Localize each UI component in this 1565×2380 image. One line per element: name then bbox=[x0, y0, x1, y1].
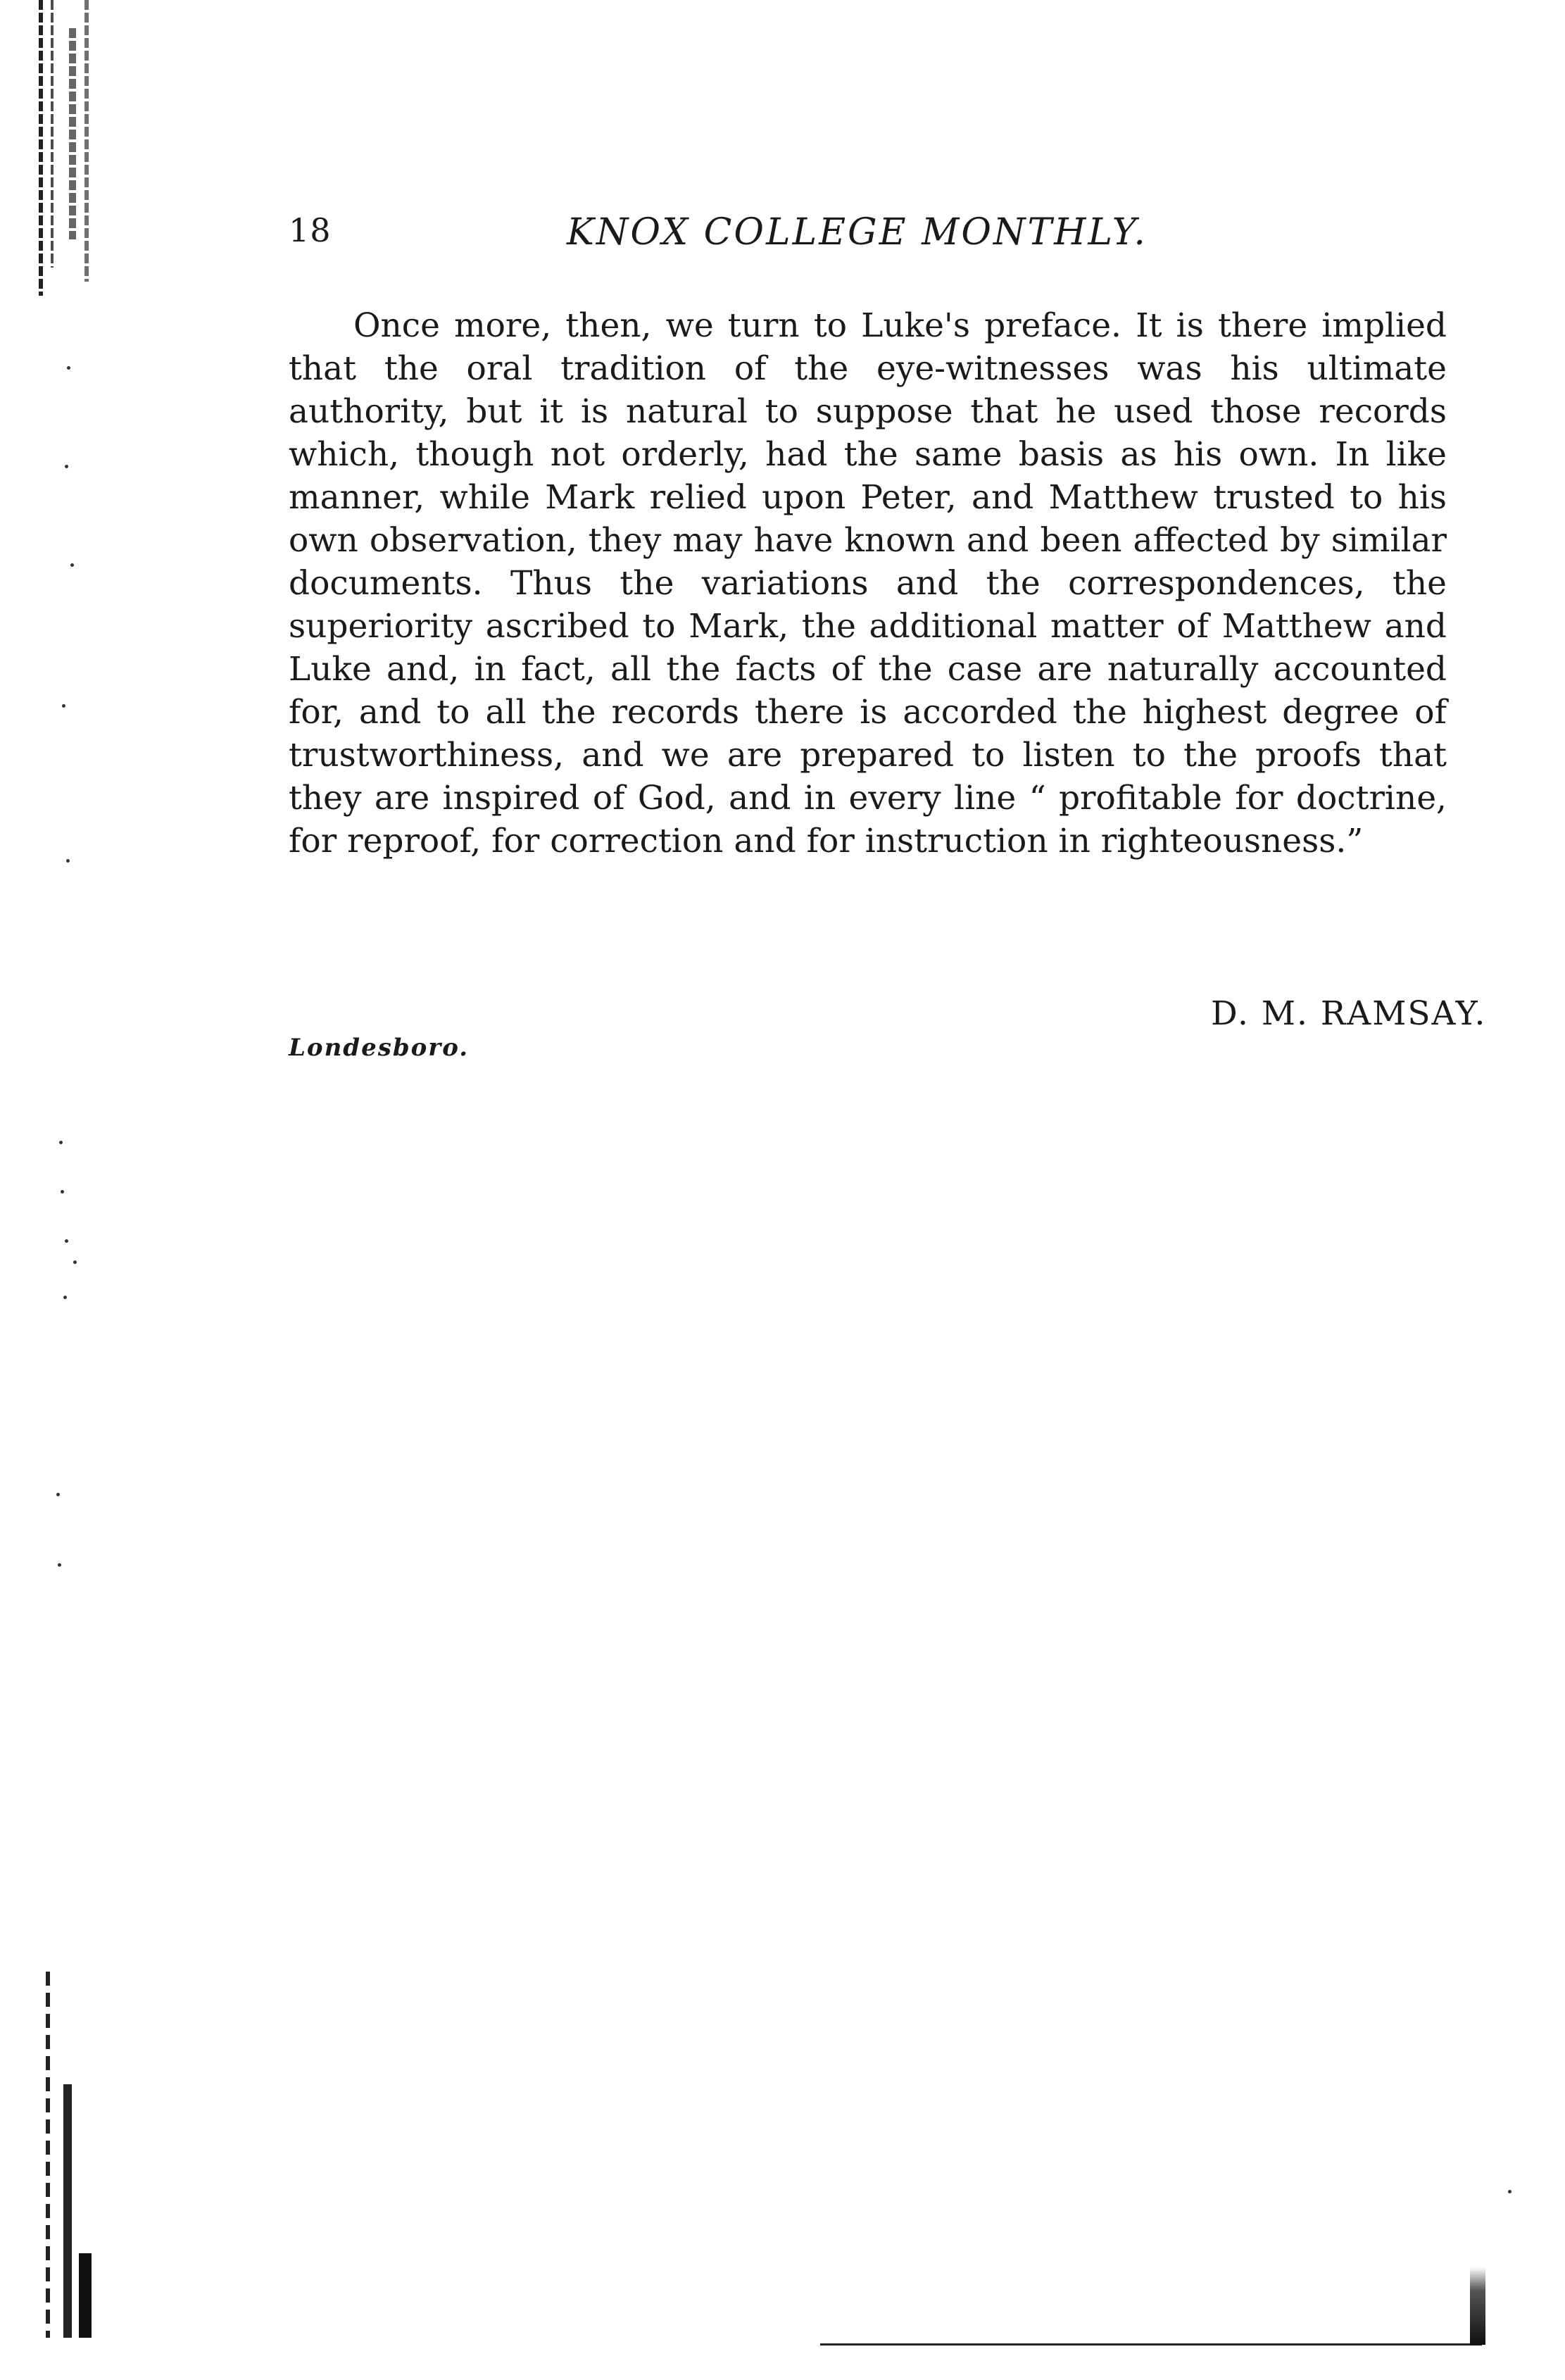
scan-speck bbox=[67, 366, 70, 370]
page-number: 18 bbox=[289, 211, 332, 249]
scan-speck bbox=[62, 704, 65, 708]
binding-edge-artifact bbox=[63, 2084, 72, 2338]
page-header bbox=[289, 211, 1485, 253]
binding-edge-artifact bbox=[69, 28, 76, 239]
scan-speck bbox=[73, 1260, 77, 1264]
binding-edge-artifact bbox=[46, 1972, 50, 2338]
scan-speck bbox=[63, 1296, 67, 1299]
running-head: KNOX COLLEGE MONTHLY. bbox=[567, 211, 1148, 253]
body-paragraph: Once more, then, we turn to Luke's preface. It is there implied that the oral tradition of the eye-witnesses was his ultimate authority, but it is natural to suppose that he used those records which, though not orderly, had the same basis as his own. In like manner, while Mark relied upon Peter, and Matthew trusted to his own observation, they may have known and been affected by similar documents. Thus the variations and the correspondences, the superiority ascribed to Mark, the additional matter of Matthew and Luke and, in fact, all the facts of the case are naturally accounted for, and to all the records there is accorded the highest degree of trustworthiness, and we are prepared to listen to the proofs that they are inspired of God, and in every line “ profitable for doctrine, for reproof, for correction and for instruction in righteousness.” bbox=[289, 306, 1447, 860]
author-signature: D. M. RAMSAY. bbox=[1211, 994, 1487, 1033]
scan-speck bbox=[61, 1190, 64, 1194]
binding-edge-artifact bbox=[51, 0, 54, 268]
scan-speck bbox=[66, 859, 70, 863]
scan-speck bbox=[56, 1493, 60, 1496]
scan-speck bbox=[65, 465, 68, 468]
bottom-rule bbox=[820, 2343, 1482, 2345]
binding-edge-artifact bbox=[79, 2253, 92, 2338]
scan-speck bbox=[59, 1141, 63, 1144]
scan-speck bbox=[70, 563, 74, 567]
article-body bbox=[289, 304, 1447, 863]
binding-edge-artifact bbox=[84, 0, 89, 282]
scan-corner-mark bbox=[1470, 2267, 1485, 2345]
binding-edge-artifact bbox=[39, 0, 43, 296]
scan-speck bbox=[1508, 2190, 1511, 2193]
scan-speck bbox=[65, 1239, 68, 1243]
dateline: Londesboro. bbox=[289, 1034, 470, 1062]
scan-speck bbox=[58, 1563, 61, 1567]
